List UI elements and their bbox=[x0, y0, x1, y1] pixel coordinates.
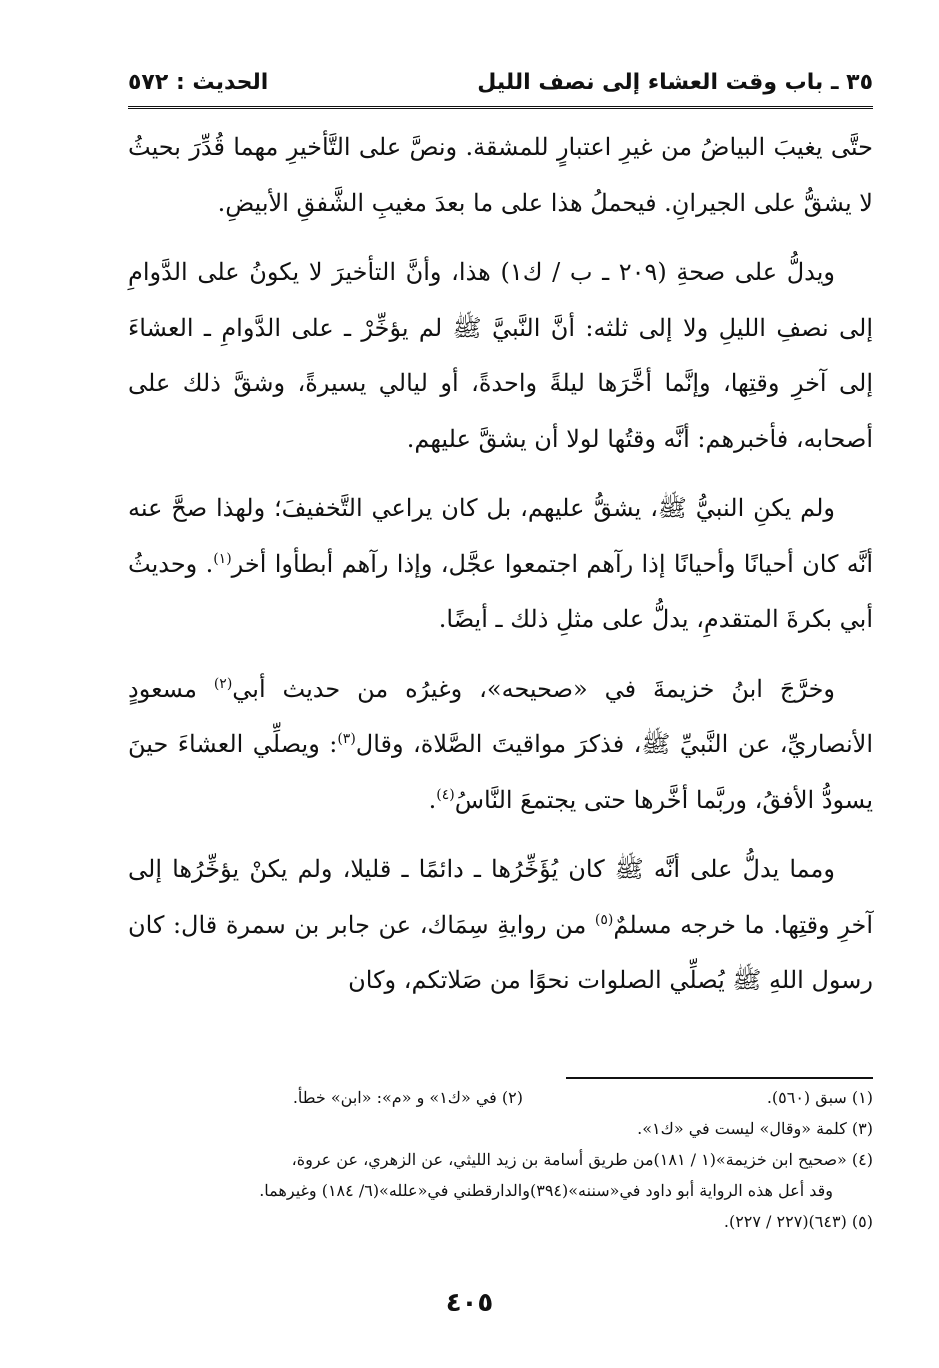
paragraph-5-text-b: من روايةِ سِمَاك، عن جابر بن سمرة قال: كان رسول اللهِ ﷺ يُصلِّي الصلوات نحوًا من صَلاتكم، وكان bbox=[128, 910, 873, 994]
header-divider bbox=[128, 106, 873, 109]
footnote-5: (٥) (٦٤٣)(٢٢٧ / ٢٢٧). bbox=[723, 1212, 873, 1231]
paragraph-3-text-a: ولم يكنِ النبيُّ ﷺ، يشقُّ عليهم، بل كان يراعي التَّخفيفَ؛ ولهذا صحَّ عنه أنَّه كان أحيانًا وأحيانًا إذا رآهم اجتمعوا عجَّل، وإذا رآهم أبطأوا أخر bbox=[128, 494, 873, 578]
chapter-title: ٣٥ ـ باب وقت العشاء إلى نصف الليل bbox=[477, 70, 873, 95]
footnote-ref-3[interactable]: (٣) bbox=[337, 731, 356, 747]
paragraph-4-text-d: . bbox=[428, 785, 437, 814]
footnotes bbox=[128, 1082, 873, 1237]
footnote-4-line-1: (٤) «صحيح ابن خزيمة»(١ / ١٨١)من طريق أسامة بن زيد الليثي، عن الزهري، عن عروة، bbox=[291, 1150, 873, 1169]
main-text bbox=[128, 120, 873, 1023]
footnote-row-1-2 bbox=[128, 1082, 873, 1113]
paragraph-4-text-a: وخرَّجَ ابنُ خزيمةَ في «صحيحه»، وغيرُه من حديث أبي bbox=[232, 674, 835, 703]
paragraph-5 bbox=[128, 842, 873, 1009]
paragraph-1: حتَّى يغيبَ البياضُ من غيرِ اعتبارٍ للمشقة. ونصَّ على التَّأخيرِ مهما قُدِّرَ بحيثُ لا يشقُّ على الجيرانِ. فيحملُ هذا على ما بعدَ مغيبِ الشَّفقِ الأبيضِ. bbox=[128, 133, 873, 217]
footnote-divider bbox=[566, 1077, 873, 1079]
footnote-ref-5[interactable]: (٥) bbox=[594, 911, 614, 928]
footnote-ref-2[interactable]: (٢) bbox=[213, 675, 233, 692]
footnote-ref-4[interactable]: (٤) bbox=[436, 786, 455, 803]
running-header bbox=[128, 66, 873, 104]
footnote-1: (١) سبق (٥٦٠). bbox=[766, 1088, 873, 1107]
footnote-2: (٢) في «ك١» و «م»: «ابن» خطأ. bbox=[292, 1088, 523, 1107]
paragraph-2: ويدلُّ على صحةِ (٢٠٩ ـ ب / ك١) هذا، وأنَّ التأخيرَ لا يكونُ على الدَّوامِ إلى نصفِ الليلِ ولا إلى ثلثه: أنَّ النَّبيَّ ﷺ لم يؤخِّرْ ـ على الدَّوامِ ـ العشاءَ إلى آخرِ وقتِها، وإنَّما أخَّرَها ليلةً واحدةً، أو ليالي يسيرةً، وشقَّ ذلك على أصحابه، فأخبرهم: أنَّه وقتُها لولا أن يشقَّ عليهم. bbox=[128, 258, 873, 453]
paragraph-3 bbox=[128, 481, 873, 648]
page-number: ٤٠٥ bbox=[445, 1288, 494, 1318]
paragraph-4-text-b: مسعودٍ الأنصاريِّ، عن النَّبيِّ ﷺ، فذكرَ مواقيتَ الصَّلاة، وقال bbox=[128, 674, 874, 758]
hadith-number: الحديث : ٥٧٢ bbox=[128, 70, 269, 95]
footnote-ref-1[interactable]: (١) bbox=[213, 550, 232, 567]
footnote-4-line-2: وقد أعل هذه الرواية أبو داود في«سننه»(٣٩٤)والدارقطني في«علله»(٦/ ١٨٤) وغيرهما. bbox=[259, 1181, 833, 1200]
paragraph-5-text-a: ومما يدلُّ على أنَّه ﷺ كان يُؤَخِّرُها ـ دائمًا ـ قليلا، ولم يكنْ يؤخِّرُها إلى آخرِ وقتِها. ما خرجه مسلمٌ bbox=[128, 855, 873, 939]
paragraph-3-text-b: . وحديثُ أبي بكرةَ المتقدمِ، يدلُّ على مثلِ ذلك ـ أيضًا. bbox=[128, 549, 873, 633]
paragraph-4 bbox=[128, 662, 873, 829]
paragraph-4-text-c: : ويصلِّي العشاءَ حينَ يسودُّ الأفقُ، وربَّما أخَّرها حتى يجتمعَ النَّاسُ bbox=[128, 730, 873, 814]
footnote-3: (٣) كلمة «وقال» ليست في «ك١». bbox=[637, 1119, 873, 1138]
